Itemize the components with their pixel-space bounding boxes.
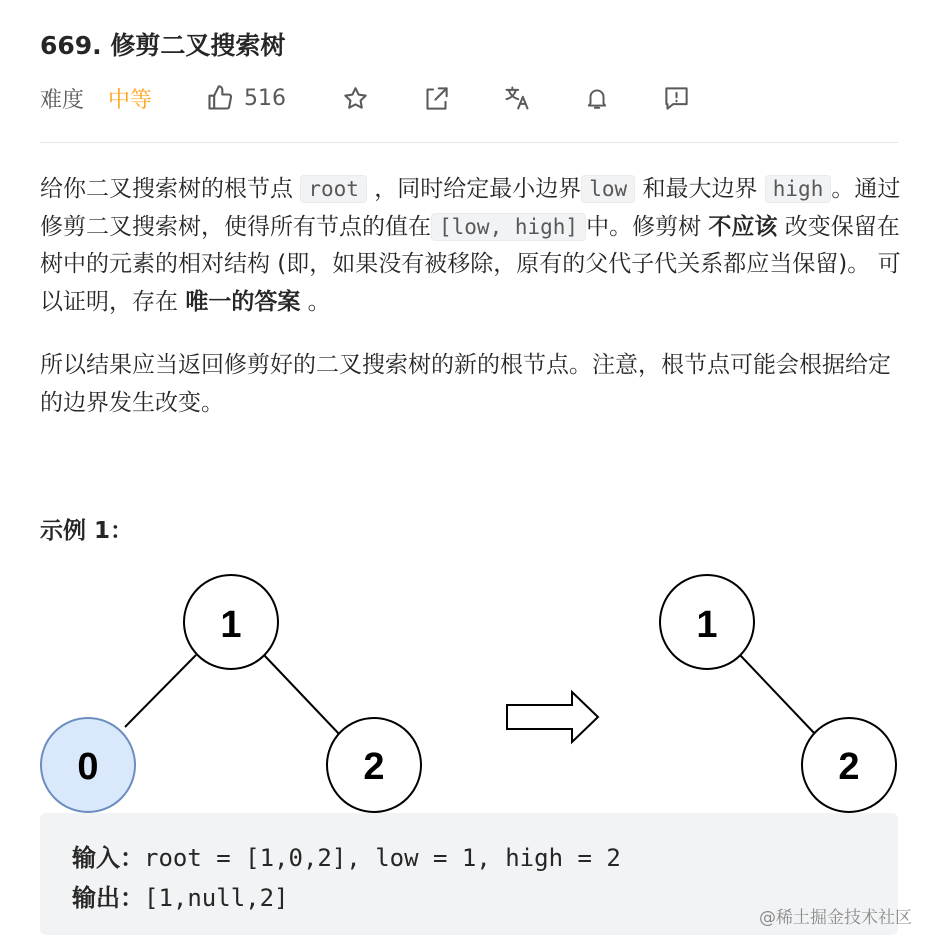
like-button[interactable] — [206, 80, 286, 116]
share-button[interactable] — [423, 80, 450, 116]
feedback-button[interactable] — [663, 80, 690, 116]
thumbs-up-icon — [206, 84, 234, 112]
edge-after-root-right — [740, 655, 816, 735]
node-before-left-label: 0 — [77, 746, 99, 788]
output-value: [1,null,2] — [144, 884, 289, 912]
feedback-icon — [663, 85, 690, 112]
inline-code-low: low — [581, 175, 635, 203]
like-count: 516 — [244, 85, 286, 111]
example-output-line — [72, 878, 289, 913]
output-label: 输出： — [72, 884, 144, 912]
example-input-line — [72, 838, 621, 873]
example-title: 示例 1： — [40, 518, 134, 544]
node-before-root-label: 1 — [220, 604, 242, 646]
problem-meta-row — [40, 80, 900, 116]
emphasis-should-not: 不应该 — [708, 213, 778, 240]
node-after-root-label: 1 — [696, 604, 718, 646]
header-divider — [40, 142, 898, 143]
edge-before-root-right — [264, 655, 340, 735]
share-icon — [423, 85, 450, 112]
problem-title: 669. 修剪二叉搜索树 — [40, 31, 286, 60]
example-tree-diagram — [0, 565, 936, 815]
description-paragraph-1: 给你二叉搜索树的根节点 root ，同时给定最小边界 low 和最大边界 high 。通过修剪二叉搜索树，使得所有节点的值在 [low, high] 中。修剪树 不应该 改变保留在树中的元素的相对结构 (即，如果没有被移除，原有的父代子代关系都应当保留)。 可以证明，存在 唯一的答案 。 — [40, 176, 901, 315]
translate-button[interactable] — [503, 80, 531, 116]
node-before-right-label: 2 — [363, 746, 385, 788]
difficulty-label: 难度 — [40, 87, 85, 113]
translate-icon — [503, 84, 531, 112]
edge-before-root-left — [125, 655, 196, 727]
bell-icon — [584, 85, 610, 111]
favorite-button[interactable] — [342, 80, 369, 116]
inline-code-root: root — [300, 175, 367, 203]
input-value: root = [1,0,2], low = 1, high = 2 — [144, 844, 621, 872]
notify-button[interactable] — [584, 80, 610, 116]
inline-code-range: [low, high] — [431, 213, 586, 241]
description-paragraph-2: 所以结果应当返回修剪好的二叉搜索树的新的根节点。注意，根节点可能会根据给定的边界发生改变。 — [40, 352, 891, 416]
star-icon — [342, 85, 369, 112]
difficulty-value: 中等 — [108, 87, 153, 113]
emphasis-unique-answer: 唯一的答案 — [185, 288, 301, 315]
inline-code-high: high — [765, 175, 832, 203]
node-after-right-label: 2 — [838, 746, 860, 788]
watermark: @稀土掘金技术社区 — [759, 908, 912, 928]
arrow-right-icon — [507, 692, 598, 742]
input-label: 输入： — [72, 844, 144, 872]
